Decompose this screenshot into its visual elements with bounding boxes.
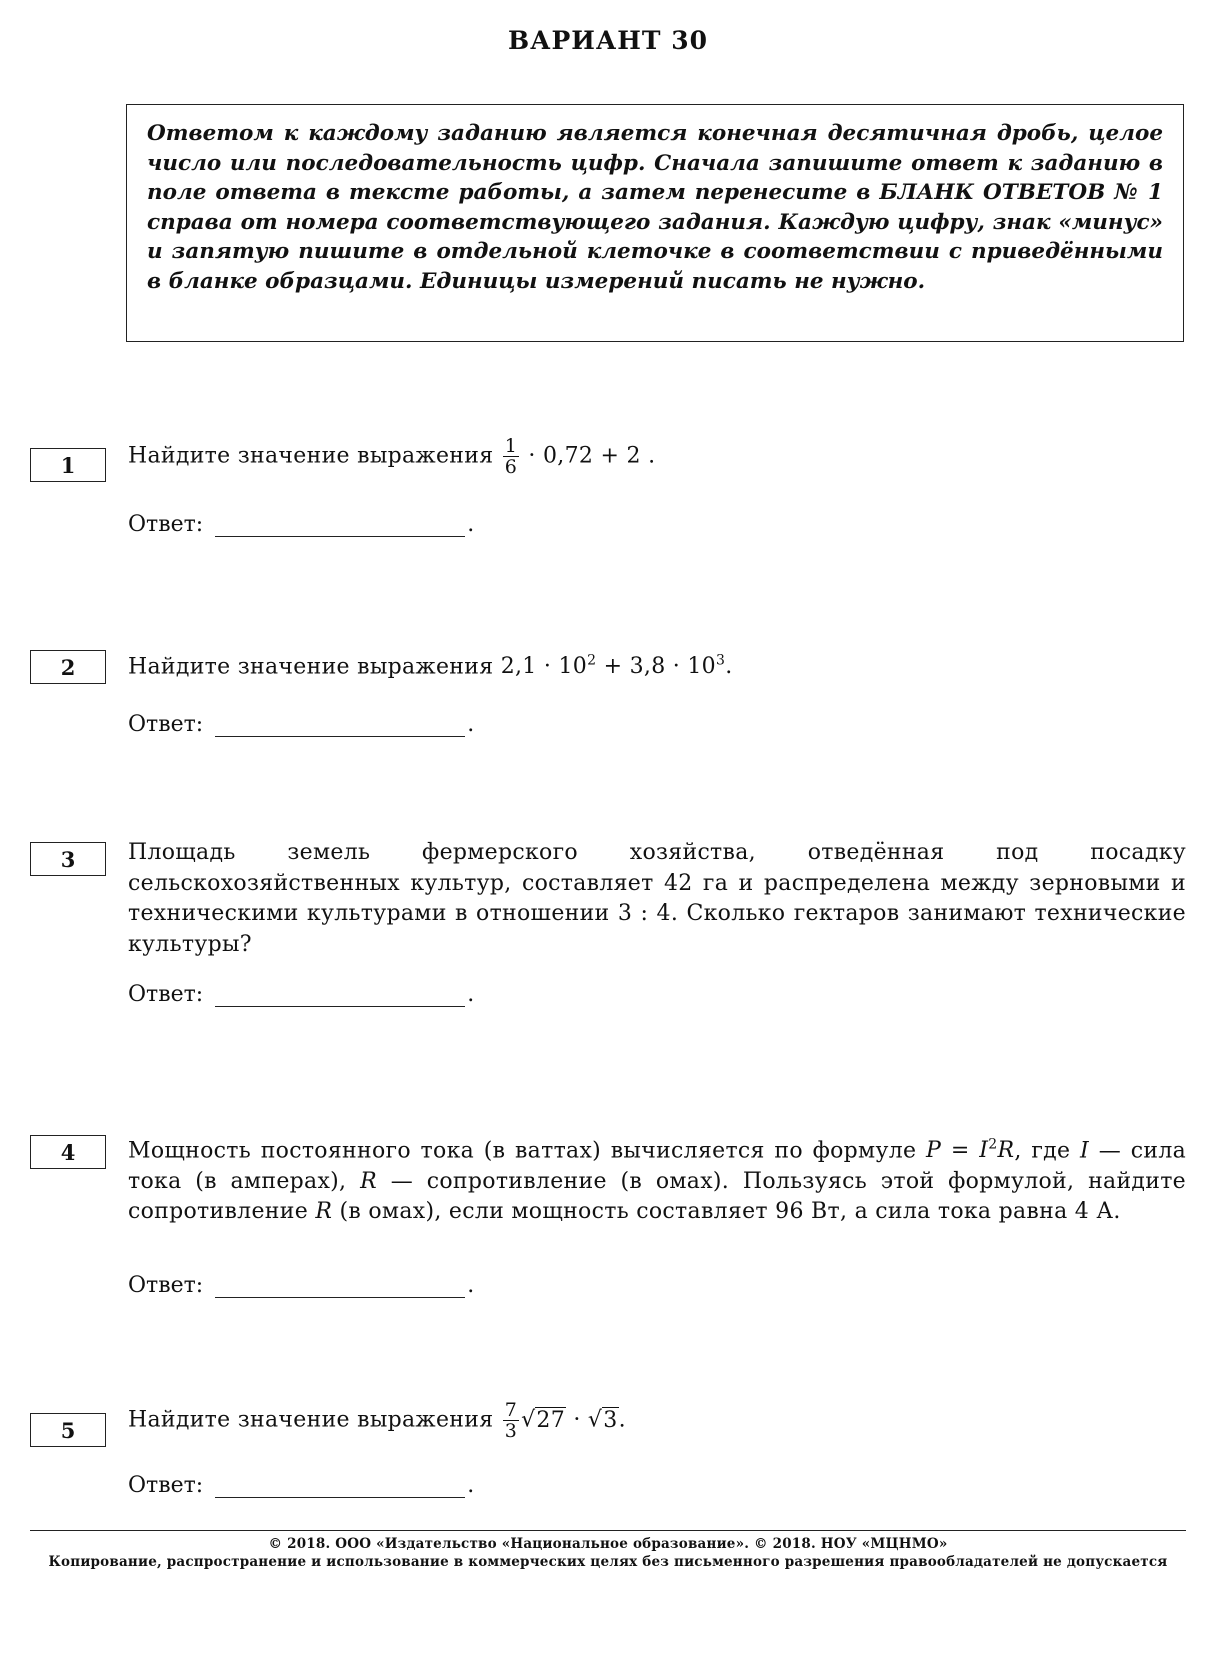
task-question: Площадь земель фермерского хозяйства, отведённая под посадку сельскохозяйственных культур, составляет 42 га и распределена между зерновыми и техническими культурами в отношении 3 : 4. Сколько гектаров занимают технические культуры? [128, 840, 1186, 957]
fraction-denominator: 3 [504, 1420, 518, 1442]
task-number-box: 3 [30, 842, 106, 876]
task-question [128, 1400, 1186, 1441]
question-text: Найдите значение выражения [128, 1407, 494, 1433]
answer-row: Ответ: . [128, 712, 475, 737]
exponent: 2 [988, 1137, 998, 1153]
fraction [503, 1400, 519, 1441]
variable-r: R [360, 1168, 377, 1194]
term-a: 2,1 · 10 [500, 654, 588, 680]
answer-label: Ответ: [128, 712, 204, 737]
answer-row: Ответ: . [128, 1273, 475, 1298]
question-text: Мощность постоянного тока (в ваттах) вычисляется по формуле [128, 1138, 917, 1164]
radicand: 3 [603, 1407, 618, 1433]
answer-row: Ответ: . [128, 512, 475, 537]
answer-label: Ответ: [128, 1473, 204, 1498]
variable-r: R [315, 1199, 333, 1225]
task-question [128, 436, 1186, 477]
footer-divider [30, 1530, 1186, 1531]
fraction-numerator: 7 [504, 1399, 518, 1421]
fraction [503, 436, 519, 477]
term-b: + 3,8 · 10 [596, 654, 716, 680]
answer-label: Ответ: [128, 512, 204, 537]
task-number-box: 2 [30, 650, 106, 684]
variable-p: P [926, 1138, 942, 1164]
instructions-box: Ответом к каждому заданию является конечная десятичная дробь, целое число или последовательность цифр. Сначала запишите ответ к заданию в поле ответа в тексте работы, а затем перенесите в БЛАНК ОТВЕТОВ № 1 справа от номера соответствующего задания. Каждую цифру, знак «минус» и запятую пишите в отдельной клеточке в соответствии с приведёнными в бланке образцами. Единицы измерений писать не нужно. [126, 104, 1184, 342]
period: . [725, 654, 733, 680]
answer-field[interactable] [215, 514, 465, 537]
fraction-denominator: 6 [504, 456, 518, 478]
task-number-box: 4 [30, 1135, 106, 1169]
fraction-numerator: 1 [504, 435, 518, 457]
square-root: √3 [587, 1407, 618, 1433]
exponent: 3 [715, 653, 726, 669]
variable-i: I [1080, 1138, 1090, 1164]
variable-r: R [997, 1138, 1015, 1164]
answer-label: Ответ: [128, 1273, 204, 1298]
task-question [128, 1130, 1186, 1228]
answer-field[interactable] [215, 1475, 465, 1498]
answer-field[interactable] [215, 714, 465, 737]
formula [926, 1138, 1014, 1163]
footer-notice: Копирование, распространение и использование в коммерческих целях без письменного разрешения правообладателей не допускается [48, 1554, 1168, 1570]
square-root: √27 [521, 1407, 566, 1433]
multiply-sign: · [566, 1407, 588, 1433]
question-text: Найдите значение выражения [128, 443, 494, 469]
task-number-box: 5 [30, 1413, 106, 1447]
answer-row: Ответ: . [128, 1473, 475, 1498]
footer-copyright: © 2018. ООО «Издательство «Национальное образование». © 2018. НОУ «МЦНМО» [268, 1536, 948, 1552]
task-number-box: 1 [30, 448, 106, 482]
expression [501, 654, 733, 679]
question-text: — сила тока (в амперах), [128, 1138, 1187, 1194]
period: . [618, 1407, 626, 1433]
task-question [128, 646, 1186, 683]
expression-rest: · 0,72 + 2 . [528, 443, 656, 469]
variable-i: I [979, 1138, 989, 1164]
exponent: 2 [587, 653, 597, 669]
answer-row: Ответ: . [128, 982, 475, 1007]
question-text: , где [1014, 1138, 1071, 1164]
question-text: — сопротивление (в омах). Пользуясь этой формулой, найдите сопротивление [128, 1168, 1187, 1225]
answer-field[interactable] [215, 984, 465, 1007]
answer-field[interactable] [215, 1275, 465, 1298]
radicand: 27 [536, 1407, 566, 1433]
equals-sign: = [941, 1138, 980, 1164]
question-text: Найдите значение выражения [128, 654, 494, 680]
page-title: ВАРИАНТ 30 [508, 26, 708, 55]
answer-label: Ответ: [128, 982, 204, 1007]
question-text: (в омах), если мощность составляет 96 Вт, а сила тока равна 4 А. [339, 1199, 1121, 1225]
